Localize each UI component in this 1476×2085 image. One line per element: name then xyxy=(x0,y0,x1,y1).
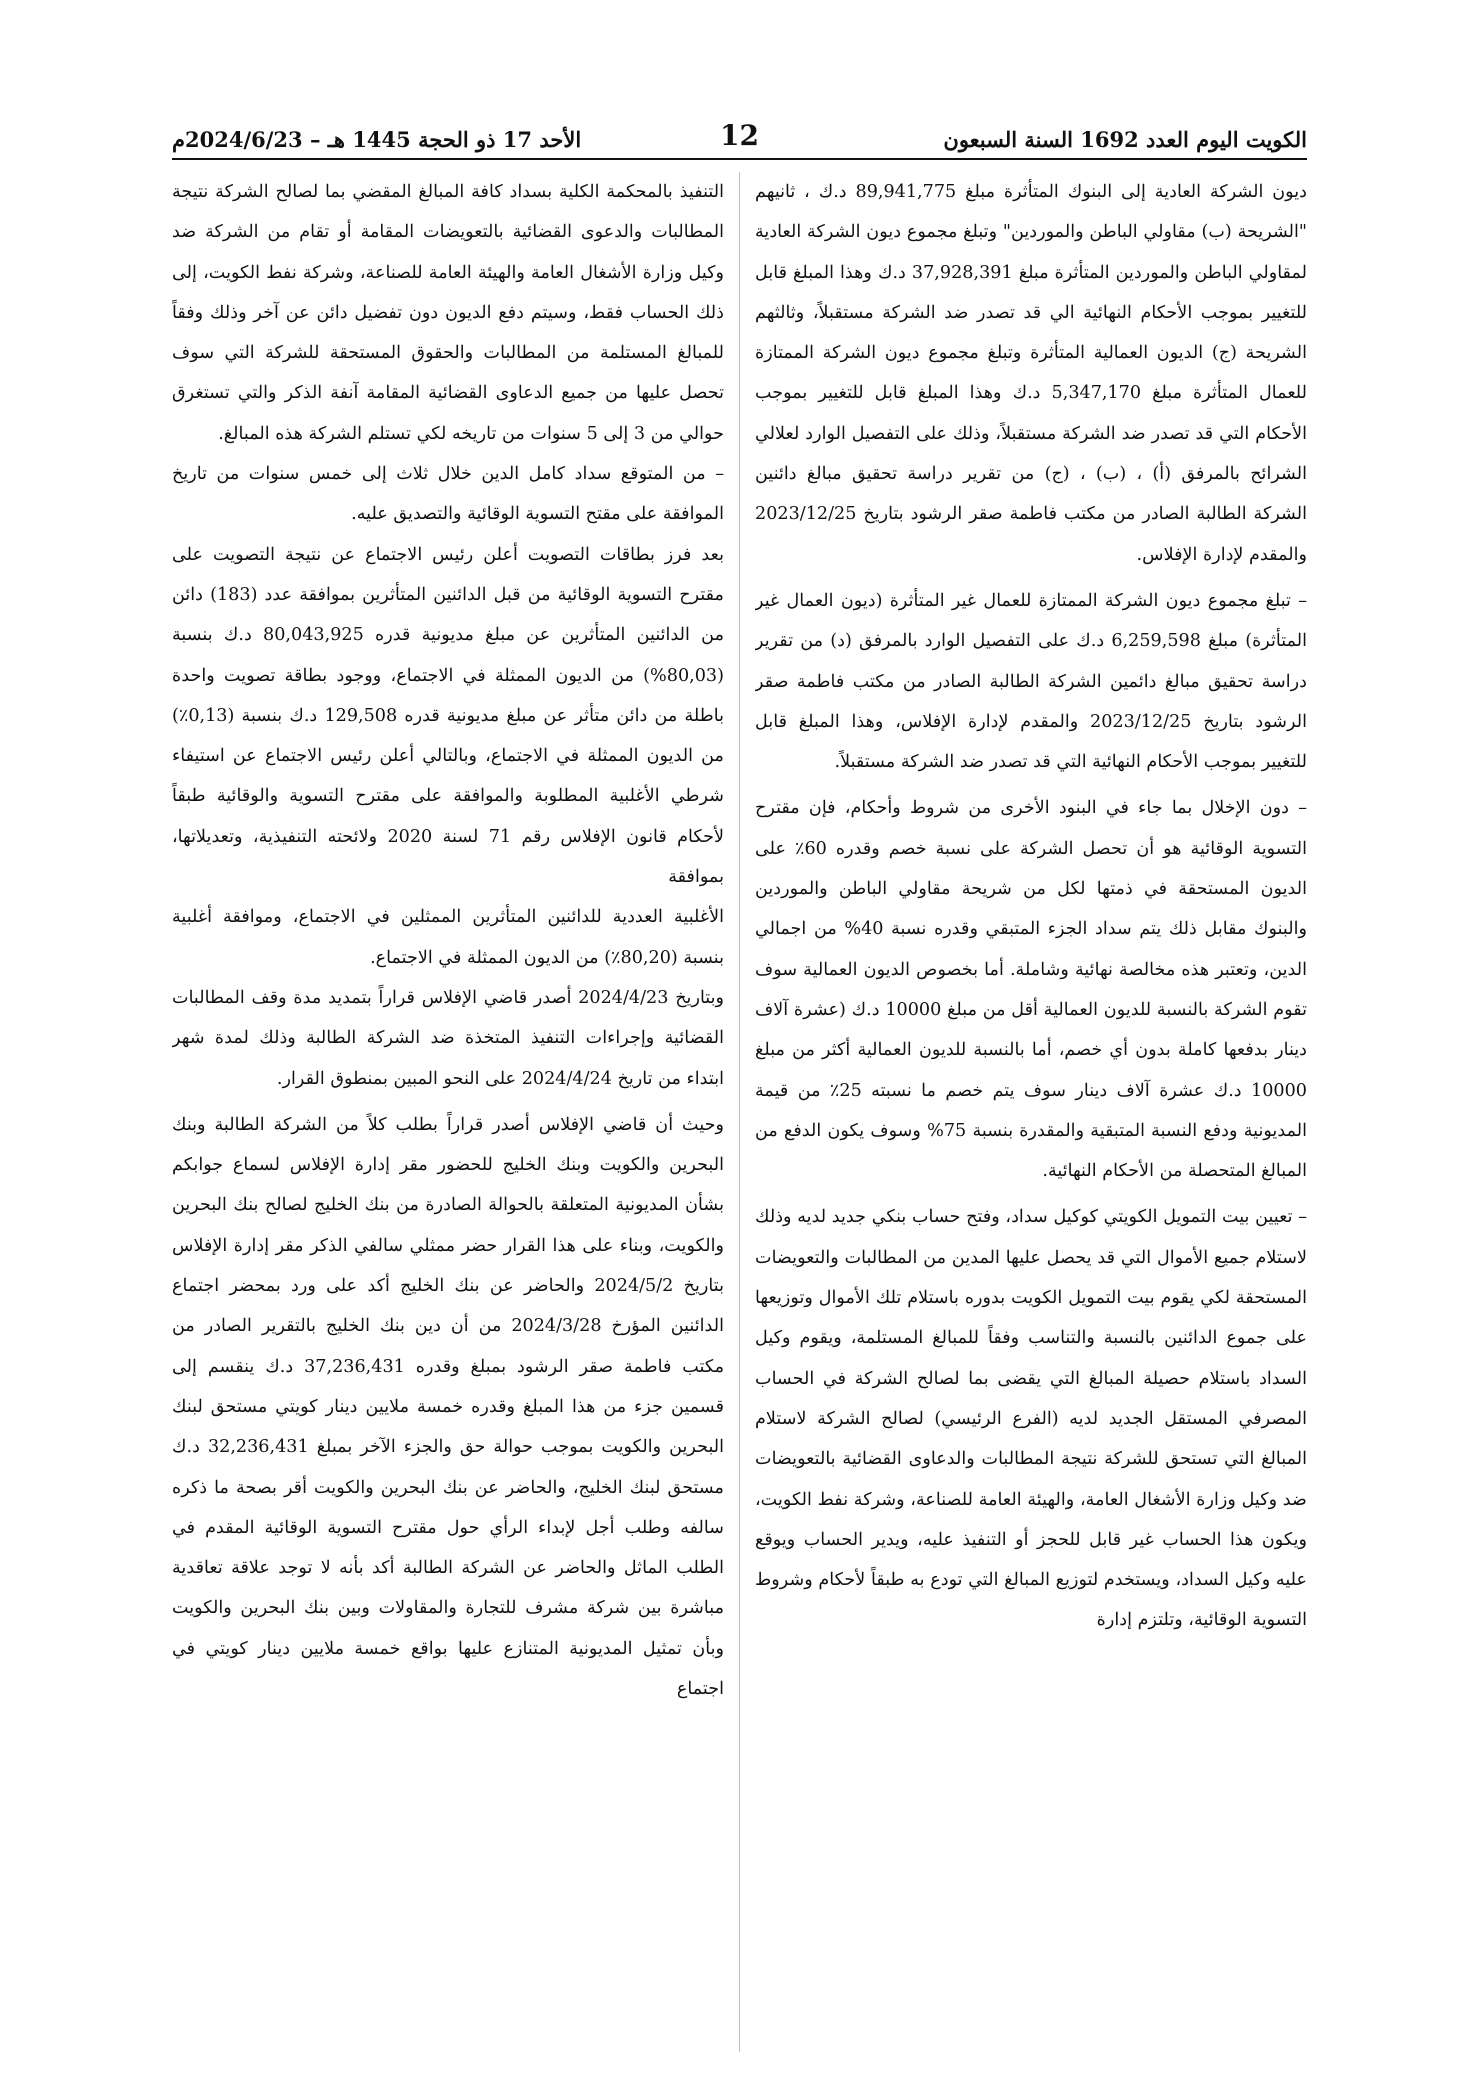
paragraph: التنفيذ بالمحكمة الكلية بسداد كافة المبالغ المقضي بما لصالح الشركة نتيجة المطالبات والدعوى القضائية بالتعويضات المقامة أو تقام من الشركة ضد وكيل وزارة الأشغال العامة والهيئة العامة للصناعة، وشركة نفط الكويت، إلى ذلك الحساب فقط، وسيتم دفع الديون دون تفضيل دائن عن آخر وذلك وفقاً للمبالغ المستلمة من المطالبات والحقوق المستحقة للشركة التي سوف تحصل عليها من جميع الدعاوى القضائية المقامة آنفة الذكر والتي تستغرق حوالي من 3 إلى 5 سنوات من تاريخه لكي تستلم الشركة هذه المبالغ. xyxy=(172,182,724,444)
columns xyxy=(172,172,1307,2052)
paragraph: – تعيين بيت التمويل الكويتي كوكيل سداد، وفتح حساب بنكي جديد لديه وذلك لاستلام جميع الأموال التي قد يحصل عليها المدين من المطالبات والتعويضات المستحقة لكي يقوم بيت التمويل الكويت بدوره باستلام تلك الأموال وتوزيعها على جموع الدائنين بالنسبة والتناسب وفقاً للمبالغ المستلمة، ويقوم وكيل السداد باستلام حصيلة المبالغ التي يقضى بما لصالح الشركة في الحساب المصرفي المستقل الجديد لديه (الفرع الرئيسي) لصالح الشركة لاستلام المبالغ التي تستحق للشركة نتيجة المطالبات والدعاوى القضائية بالتعويضات ضد وكيل وزارة الأشغال العامة، والهيئة العامة للصناعة، وشركة نفط الكويت، ويكون هذا الحساب غير قابل للحجز أو التنفيذ عليه، ويدير الحساب ويوقع عليه وكيل السداد، ويستخدم لتوزيع المبالغ التي تودع به طبقاً لأحكام وشروط التسوية الوقائية، وتلتزم إدارة xyxy=(755,1207,1307,1631)
paragraph: بعد فرز بطاقات التصويت أعلن رئيس الاجتماع عن نتيجة التصويت على مقترح التسوية الوقائية من قبل الدائنين المتأثرين بموافقة عدد (183) دائن من الدائنين المتأثرين عن مبلغ مديونية قدره 80,043,925 د.ك بنسبة (80,03%) من الديون الممثلة في الاجتماع، ووجود بطاقة تصويت واحدة باطلة من دائن متأثر عن مبلغ مديونية قدره 129,508 د.ك بنسبة (0,13٪) من الديون الممثلة في الاجتماع، وبالتالي أعلن رئيس الاجتماع عن استيفاء شرطي الأغلبية المطلوبة والموافقة على مقترح التسوية والوقائية طبقاً لأحكام قانون الإفلاس رقم 71 لسنة 2020 ولائحته التنفيذية، وتعديلاتها، بموافقة xyxy=(172,544,724,888)
paragraph: – تبلغ مجموع ديون الشركة الممتازة للعمال غير المتأثرة (ديون العمال غير المتأثرة) مبلغ 6,259,598 د.ك على التفصيل الوارد بالمرفق (د) من تقرير دراسة تحقيق مبالغ دائمين الشركة الطالبة الصادر من مكتب فاطمة صقر الرشود بتاريخ 2023/12/25 والمقدم لإدارة الإفلاس، وهذا المبلغ قابل للتغيير بموجب الأحكام النهائية التي قد تصدر ضد الشركة مستقبلاً. xyxy=(755,590,1307,773)
page-header xyxy=(172,112,1307,160)
left-column xyxy=(172,172,724,2052)
paragraph: وحيث أن قاضي الإفلاس أصدر قراراً بطلب كلاً من الشركة الطالبة وبنك البحرين والكويت وبنك الخليج للحضور مقر إدارة الإفلاس لسماع جوابكم بشأن المديونية المتعلقة بالحوالة الصادرة من بنك الخليج لصالح بنك البحرين والكويت، وبناء على هذا القرار حضر ممثلي سالفي الذكر مقر إدارة الإفلاس بتاريخ 2024/5/2 والحاضر عن بنك الخليج أكد على ورد بمحضر اجتماع الدائنين المؤرخ 2024/3/28 من أن دين بنك الخليج بالتقرير الصادر من مكتب فاطمة صقر الرشود بمبلغ وقدره 37,236,431 د.ك ينقسم إلى قسمين جزء من هذا المبلغ وقدره خمسة ملايين دينار كويتي مستحق لبنك البحرين والكويت بموجب حوالة حق والجزء الآخر بمبلغ 32,236,431 د.ك مستحق لبنك الخليج، والحاضر عن بنك البحرين والكويت أقر بصحة ما ذكره سالفه وطلب أجل لإبداء الرأي حول مقترح التسوية الوقائية المقدم في الطلب الماثل والحاضر عن الشركة الطالبة أكد بأنه لا توجد علاقة تعاقدية مباشرة بين شركة مشرف للتجارة والمقاولات وبين بنك البحرين والكويت وبأن تمثيل المديونية المتنازع عليها بواقع خمسة ملايين دينار كويتي في اجتماع xyxy=(172,1114,724,1699)
right-column xyxy=(755,172,1307,2052)
paragraph: ديون الشركة العادية إلى البنوك المتأثرة مبلغ 89,941,775 د.ك ، ثانيهم "الشريحة (ب) مقاولي الباطن والموردين" وتبلغ مجموع ديون الشركة العادية لمقاولي الباطن والموردين المتأثرة مبلغ 37,928,391 د.ك وهذا المبلغ قابل للتغيير بموجب الأحكام النهائية الي قد تصدر ضد الشركة مستقبلاً، وثالثهم الشريحة (ج) الديون العمالية المتأثرة وتبلغ مجموع ديون الشركة الممتازة للعمال المتأثرة مبلغ 5,347,170 د.ك وهذا المبلغ قابل للتغيير بموجب الأحكام التي قد تصدر ضد الشركة مستقبلاً، وذلك على التفصيل الوارد لعلالي الشرائح بالمرفق (أ) ، (ب) ، (ج) من تقرير دراسة تحقيق مبالغ دائنين الشركة الطالبة الصادر من مكتب فاطمة صقر الرشود بتاريخ 2023/12/25 والمقدم لإدارة الإفلاس. xyxy=(755,182,1307,565)
paragraph: وبتاريخ 2024/4/23 أصدر قاضي الإفلاس قراراً بتمديد مدة وقف المطالبات القضائية وإجراءات التنفيذ المتخذة ضد الشركة الطالبة وذلك لمدة شهر ابتداء من تاريخ 2024/4/24 على النحو المبين بمنطوق القرار. xyxy=(172,987,724,1089)
paragraph: – من المتوقع سداد كامل الدين خلال ثلاث إلى خمس سنوات من تاريخ الموافقة على مقتح التسوية الوقائية والتصديق عليه. xyxy=(172,464,724,525)
paragraph: – دون الإخلال بما جاء في البنود الأخرى من شروط وأحكام، فإن مقترح التسوية الوقائية هو أن تحصل الشركة على نسبة خصم وقدره 60٪ على الديون المستحقة في ذمتها لكل من شريحة مقاولي الباطن والموردين والبنوك مقابل ذلك يتم سداد الجزء المتبقي وقدره نسبة 40% من اجمالي الدين، وتعتبر هذه مخالصة نهائية وشاملة. أما بخصوص الديون العمالية سوف تقوم الشركة بالنسبة للديون العمالية أقل من مبلغ 10000 د.ك (عشرة آلاف دينار بدفعها كاملة بدون أي خصم، أما بالنسبة للديون العمالية أكثر من مبلغ 10000 د.ك عشرة آلاف دينار سوف يتم خصم ما نسبته 25٪ من قيمة المديونية ودفع النسبة المتبقية والمقدرة بنسبة 75% وسوف يكون الدفع من المبالغ المتحصلة من الأحكام النهائية. xyxy=(755,798,1307,1182)
issue-info: الكويت اليوم العدد 1692 السنة السبعون xyxy=(943,127,1307,152)
paragraph: الأغلبية العددية للدائنين المتأثرين الممثلين في الاجتماع، وموافقة أغلبية بنسبة (80,20٪) من الديون الممثلة في الاجتماع. xyxy=(172,907,724,968)
page-number: 12 xyxy=(720,119,759,152)
issue-date: الأحد 17 ذو الحجة 1445 هـ – 2024/6/23م xyxy=(172,127,582,152)
